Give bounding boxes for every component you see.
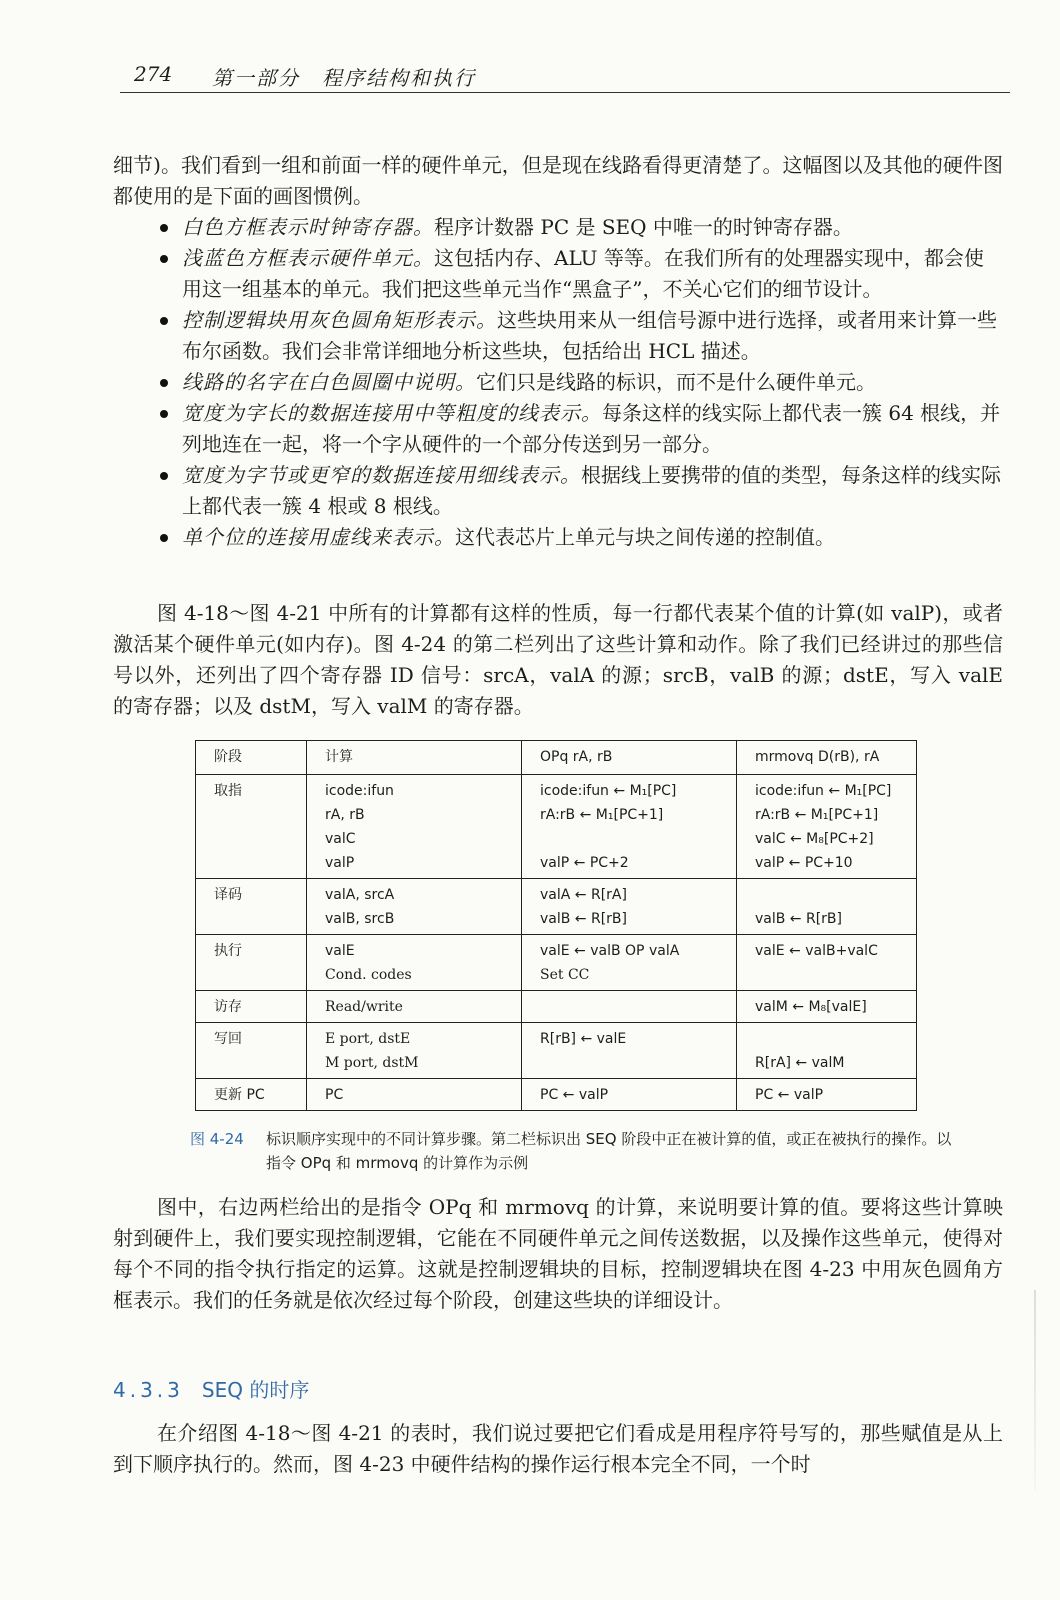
list-item xyxy=(158,367,1003,398)
header-stage: 阶段 xyxy=(196,741,307,775)
cell-line xyxy=(540,995,726,1019)
compute-cell xyxy=(307,775,522,879)
section-heading xyxy=(113,1374,309,1403)
cell-line: PC ← valP xyxy=(540,1087,609,1103)
table-row xyxy=(196,879,917,935)
bullet-lead: 白色方框表示时钟寄存器。 xyxy=(182,215,434,239)
table-row xyxy=(196,935,917,991)
cell-line: Read/write xyxy=(325,999,403,1015)
bullet-text: 这代表芯片上单元与块之间传递的控制值。 xyxy=(455,525,835,549)
header-compute: 计算 xyxy=(307,741,522,775)
mrmovq-cell xyxy=(737,1023,917,1079)
table-row xyxy=(196,991,917,1023)
stage-cell: 访存 xyxy=(196,991,307,1023)
cell-line: valB ← R[rB] xyxy=(540,911,628,927)
running-head: 第一部分 程序结构和执行 xyxy=(212,66,476,90)
opq-cell xyxy=(522,1023,737,1079)
cell-line: valM ← M₈[valE] xyxy=(755,999,867,1015)
cell-line: icode:ifun xyxy=(325,783,394,799)
stage-cell: 执行 xyxy=(196,935,307,991)
bullet-lead: 浅蓝色方框表示硬件单元。 xyxy=(182,246,434,270)
cell-line: R[rA] ← valM xyxy=(755,1055,845,1071)
mrmovq-cell xyxy=(737,1079,917,1111)
bullet-text: 这包括内存、ALU 等等。在我们所有的处理器实现中，都会使用这一组基本的单元。我们把这些单元当作“黑盒子”，不关心它们的细节设计。 xyxy=(182,246,984,301)
table-row xyxy=(196,1079,917,1111)
cell-line: valB, srcB xyxy=(325,911,395,927)
bullet-text: 程序计数器 PC 是 SEQ 中唯一的时钟寄存器。 xyxy=(434,215,853,239)
cell-line: valE ← valB+valC xyxy=(755,943,878,959)
header-opq: OPq rA, rB xyxy=(522,741,737,775)
list-item xyxy=(158,243,1003,305)
cell-line: icode:ifun ← M₁[PC] xyxy=(755,783,892,799)
timing-paragraph: 在介绍图 4-18～图 4-21 的表时，我们说过要把它们看成是用程序符号写的，那些赋值是从上到下顺序执行的。然而，图 4-23 中硬件结构的操作运行根本完全不同，一个时 xyxy=(113,1421,1003,1476)
list-item xyxy=(158,305,1003,367)
figure-label: 图 4-24 xyxy=(190,1130,244,1148)
cell-line xyxy=(755,883,906,907)
table-row xyxy=(196,775,917,879)
page-edge-shadow xyxy=(1034,1290,1036,1490)
cell-line: valP ← PC+2 xyxy=(540,855,629,871)
convention-list xyxy=(158,212,1003,553)
list-item xyxy=(158,460,1003,522)
cell-line: E port, dstE xyxy=(325,1031,411,1047)
cell-line: PC xyxy=(325,1087,344,1103)
cell-line xyxy=(755,963,906,987)
opq-cell xyxy=(522,879,737,935)
figure-caption-text: 标识顺序实现中的不同计算步骤。第二栏标识出 SEQ 阶段中正在被计算的值，或正在被执行的操作。以指令 OPq 和 mrmovq 的计算作为示例 xyxy=(266,1130,952,1172)
compute-cell xyxy=(307,935,522,991)
list-item xyxy=(158,522,1003,553)
seq-steps-table xyxy=(195,740,917,1111)
stage-cell: 取指 xyxy=(196,775,307,879)
cell-line: valA, srcA xyxy=(325,887,395,903)
opq-cell xyxy=(522,1079,737,1111)
bullet-lead: 单个位的连接用虚线来表示。 xyxy=(182,525,455,549)
section-number: 4.3.3 xyxy=(113,1378,184,1402)
cell-line: valE ← valB OP valA xyxy=(540,943,680,959)
table-row xyxy=(196,1023,917,1079)
opq-cell xyxy=(522,991,737,1023)
cell-line: valC ← M₈[PC+2] xyxy=(755,831,874,847)
bullet-text: 它们只是线路的标识，而不是什么硬件单元。 xyxy=(476,370,876,394)
compute-cell xyxy=(307,1079,522,1111)
cell-line: rA:rB ← M₁[PC+1] xyxy=(540,807,664,823)
cell-line: M port, dstM xyxy=(325,1055,419,1071)
control-logic-paragraph: 图中，右边两栏给出的是指令 OPq 和 mrmovq 的计算，来说明要计算的值。要将这些计算映射到硬件上，我们要实现控制逻辑，它能在不同硬件单元之间传送数据，以及操作这些单元，使得对每个不同的指令执行指定的运算。这就是控制逻辑块的目标，控制逻辑块在图 4-23 中用灰色圆角方框表示。我们的任务就是依次经过每个阶段，创建这些块的详细设计。 xyxy=(113,1195,1003,1312)
list-item xyxy=(158,212,1003,243)
cell-line: Cond. codes xyxy=(325,967,412,983)
bullet-lead: 宽度为字节或更窄的数据连接用细线表示。 xyxy=(182,463,581,487)
cell-line xyxy=(755,1027,906,1051)
header-mrmovq: mrmovq D(rB), rA xyxy=(737,741,917,775)
bullet-text: 根据线上要携带的值的类型，每条这样的线实际上都代表一簇 4 根或 8 根线。 xyxy=(182,463,1001,518)
cell-line: Set CC xyxy=(540,967,590,983)
cell-line: valC xyxy=(325,831,356,847)
page-number: 274 xyxy=(134,62,173,86)
table-header-row xyxy=(196,741,917,775)
cell-line: valE xyxy=(325,943,355,959)
opq-cell xyxy=(522,935,737,991)
compute-cell xyxy=(307,879,522,935)
cell-line: icode:ifun ← M₁[PC] xyxy=(540,783,677,799)
figure-reference-paragraph: 图 4-18～图 4-21 中所有的计算都有这样的性质，每一行都代表某个值的计算(如 valP)，或者激活某个硬件单元(如内存)。图 4-24 的第二栏列出了这些计算和动作。除了我们已经讲过的那些信号以外，还列出了四个寄存器 ID 信号：srcA，valA 的源；srcB，valB 的源；dstE，写入 valE 的寄存器；以及 dstM，写入 valM 的寄存器。 xyxy=(113,601,1003,718)
cell-line: valA ← R[rA] xyxy=(540,887,627,903)
cell-line: R[rB] ← valE xyxy=(540,1031,627,1047)
cell-line: rA:rB ← M₁[PC+1] xyxy=(755,807,879,823)
cell-line xyxy=(540,827,726,851)
bullet-lead: 控制逻辑块用灰色圆角矩形表示。 xyxy=(182,308,497,332)
cell-line: valP xyxy=(325,855,355,871)
compute-cell xyxy=(307,1023,522,1079)
list-item xyxy=(158,398,1003,460)
compute-cell xyxy=(307,991,522,1023)
bullet-text: 每条这样的线实际上都代表一簇 64 根线，并列地连在一起，将一个字从硬件的一个部分传送到另一部分。 xyxy=(182,401,1001,456)
cell-line: valB ← R[rB] xyxy=(755,911,843,927)
bullet-text: 这些块用来从一组信号源中进行选择，或者用来计算一些布尔函数。我们会非常详细地分析这些块，包括给出 HCL 描述。 xyxy=(182,308,997,363)
cell-line xyxy=(540,1051,726,1075)
stage-cell: 译码 xyxy=(196,879,307,935)
cell-line: rA, rB xyxy=(325,807,365,823)
mrmovq-cell xyxy=(737,991,917,1023)
mrmovq-cell xyxy=(737,879,917,935)
cell-line: valP ← PC+10 xyxy=(755,855,853,871)
bullet-lead: 线路的名字在白色圆圈中说明。 xyxy=(182,370,476,394)
stage-cell: 写回 xyxy=(196,1023,307,1079)
opq-cell xyxy=(522,775,737,879)
cell-line: PC ← valP xyxy=(755,1087,824,1103)
stage-cell: 更新 PC xyxy=(196,1079,307,1111)
mrmovq-cell xyxy=(737,775,917,879)
mrmovq-cell xyxy=(737,935,917,991)
bullet-lead: 宽度为字长的数据连接用中等粗度的线表示。 xyxy=(182,401,602,425)
section-title: SEQ 的时序 xyxy=(201,1378,310,1402)
intro-paragraph: 细节)。我们看到一组和前面一样的硬件单元，但是现在线路看得更清楚了。这幅图以及其他的硬件图都使用的是下面的画图惯例。 xyxy=(113,153,1003,208)
page-header xyxy=(120,62,1010,93)
